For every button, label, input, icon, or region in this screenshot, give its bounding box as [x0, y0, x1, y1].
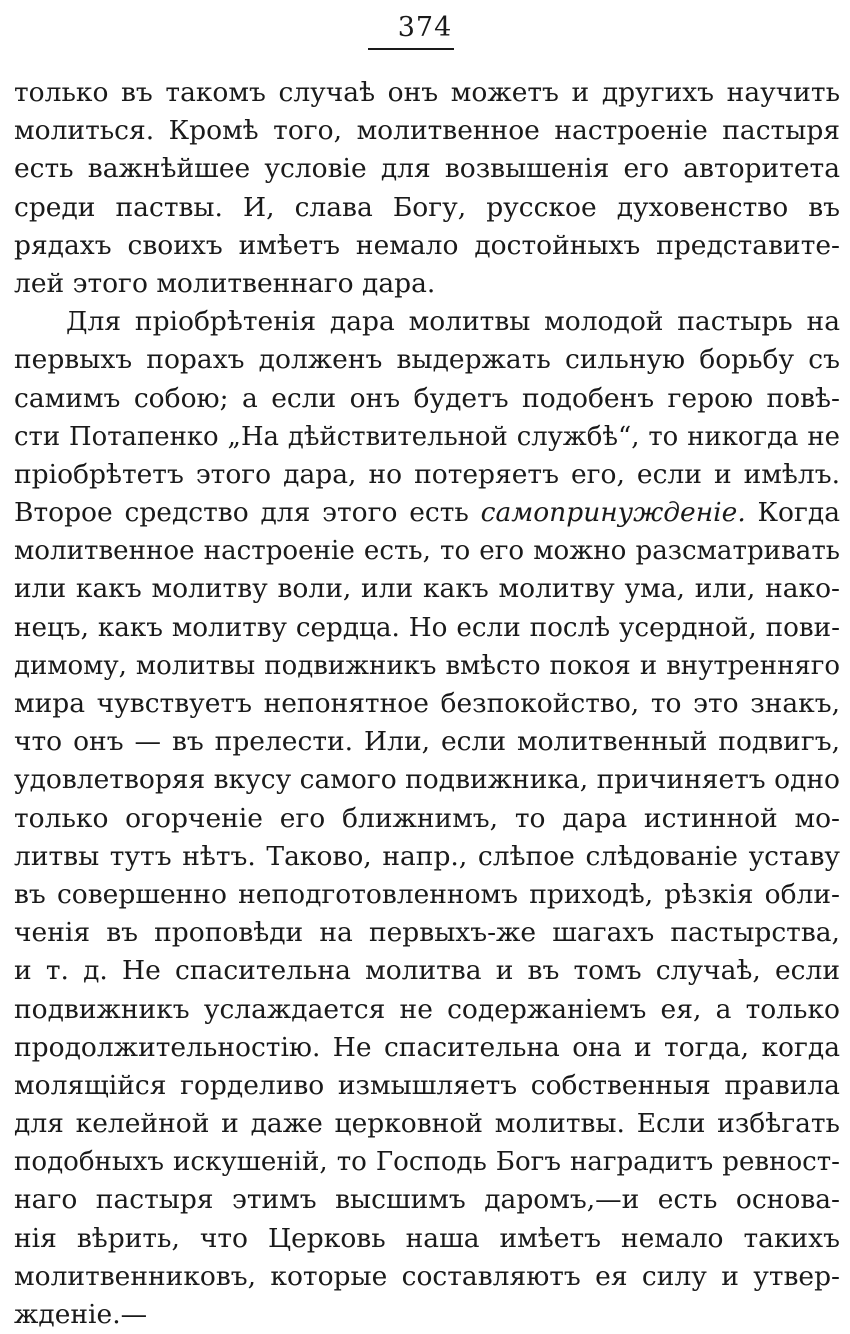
text-line: только огорченіе его ближнимъ, то дара истинной мо- [14, 802, 840, 834]
text-line: самимъ собою; а если онъ будетъ подобенъ герою повѣ- [14, 382, 840, 414]
text-line: пріобрѣтетъ этого дара, но потеряетъ его, если и имѣлъ. [14, 458, 840, 490]
text-line: мира чувствуетъ непонятное безпокойство, то это знакъ, [14, 688, 840, 719]
text-line: для келейной и даже церковной молитвы. Если избѣгать [14, 1108, 840, 1140]
text-line: удовлетворяя вкусу самого подвижника, причиняетъ одно [14, 764, 840, 796]
text-line: литвы тутъ нѣтъ. Таково, напр., слѣпое слѣдованіе уставу [14, 840, 840, 872]
text-line: или какъ молитву воли, или какъ молитву ума, или, нако- [14, 573, 840, 605]
text-line: что онъ — въ прелести. Или, если молитвенный подвигъ, [14, 726, 840, 758]
text-line: молящійся горделиво измышляетъ собственныя правила [14, 1069, 840, 1101]
text-line: лей этого молитвеннаго дара. [14, 267, 436, 299]
body-text [14, 74, 840, 1334]
text-line: наго пастыря этимъ высшимъ даромъ,—и есть основа- [14, 1184, 840, 1216]
text-line: въ совершенно неподготовленномъ приходѣ, рѣзкія обли- [14, 878, 840, 910]
page-number-rule [368, 48, 454, 50]
text-line: есть важнѣйшее условіе для возвышенія его авторитета [14, 153, 840, 185]
text-line: ченія въ проповѣди на первыхъ-же шагахъ пастырства, [14, 917, 840, 949]
text-line: первыхъ порахъ долженъ выдержать сильную борьбу съ [14, 344, 840, 376]
text-run: Когда [745, 497, 841, 529]
emphasized-term: самопринужденіе. [480, 497, 746, 529]
text-line: молитвенное настроеніе есть, то его можно разсматривать [14, 536, 840, 567]
text-line: среди паствы. И, слава Богу, русское духовенство въ [14, 191, 840, 223]
text-line: и т. д. Не спасительна молитва и въ томъ случаѣ, если [14, 955, 840, 987]
text-line: димому, молитвы подвижникъ вмѣсто покоя и внутренняго [14, 650, 840, 681]
text-line: подобныхъ искушеній, то Господь Богъ наградитъ ревност- [14, 1147, 840, 1178]
paragraph-first-line: Для пріобрѣтенія дара молитвы молодой пастырь на [66, 306, 840, 338]
text-line: жденіе.— [14, 1299, 148, 1330]
text-line: только въ такомъ случаѣ онъ можетъ и другихъ научить [14, 77, 840, 108]
text-line: нецъ, какъ молитву сердца. Но если послѣ усердной, пови- [14, 612, 840, 643]
text-line: рядахъ своихъ имѣетъ немало достойныхъ представите- [14, 229, 840, 261]
page-number: 374 [397, 12, 453, 43]
text-line: молиться. Кромѣ того, молитвенное настроеніе пастыря [14, 115, 840, 147]
text-line: подвижникъ услаждается не содержаніемъ ея, а только [14, 993, 840, 1025]
text-run: Второе средство для этого есть [14, 497, 481, 529]
text-line-with-emphasis [14, 494, 840, 532]
text-line: сти Потапенко „На дѣйствительной службѣ“, то никогда не [14, 421, 840, 452]
text-line: нія вѣрить, что Церковь наша имѣетъ немало такихъ [14, 1222, 840, 1254]
text-line: молитвенниковъ, которые составляютъ ея силу и утвер- [14, 1260, 840, 1292]
text-line: продолжительностію. Не спасительна она и тогда, когда [14, 1031, 840, 1063]
